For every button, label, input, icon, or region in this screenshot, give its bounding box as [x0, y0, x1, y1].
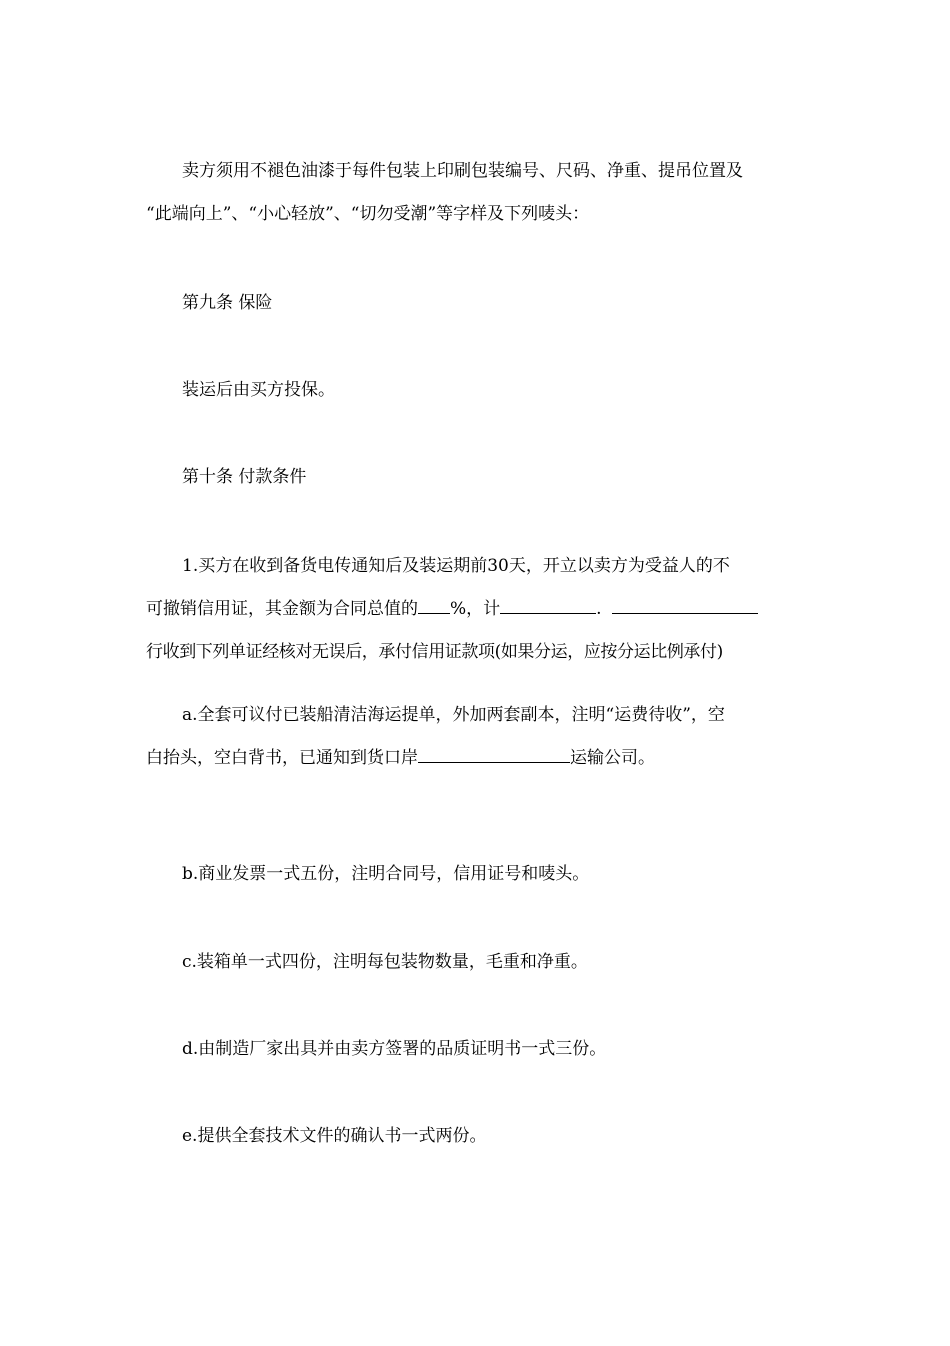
bank-blank — [612, 597, 758, 614]
payment-item-1 — [146, 545, 806, 674]
item-a-line-2-text-a: 白抬头，空白背书，已通知到货口岸 — [146, 748, 418, 768]
item-a-line-1: a.全套可议付已装船清洁海运提单，外加两套副本，注明“运费待收”，空 — [182, 705, 725, 725]
item-1-line-2-text-c: . — [596, 599, 602, 619]
packing-marks-line-2: “此端向上”、“小心轻放”、“切勿受潮”等字样及下列唛头： — [146, 204, 590, 224]
amount-blank — [500, 597, 596, 614]
port-blank — [418, 746, 570, 763]
item-a-line-2 — [146, 737, 806, 780]
item-1-line-2-text-a: 可撤销信用证，其金额为合同总值的 — [146, 599, 418, 619]
item-1-line-1: 1.买方在收到备货电传通知后及装运期前30天，开立以卖方为受益人的不 — [182, 556, 730, 576]
article-10-title: 第十条 付款条件 — [182, 467, 307, 487]
item-a-line-2-text-b: 运输公司。 — [570, 748, 655, 768]
percent-blank — [418, 597, 450, 614]
payment-item-a — [146, 694, 806, 780]
payment-item-d: d.由制造厂家出具并由卖方签署的品质证明书一式三份。 — [182, 1039, 607, 1059]
article-9-title: 第九条 保险 — [182, 293, 273, 313]
paragraph-packing-marks — [146, 150, 806, 236]
item-1-line-2-text-b: %，计 — [450, 599, 501, 619]
article-9-text: 装运后由买方投保。 — [182, 380, 335, 400]
item-1-line-3: 行收到下列单证经核对无误后，承付信用证款项(如果分运，应按分运比例承付) — [146, 642, 723, 662]
payment-item-b: b.商业发票一式五份，注明合同号，信用证号和唛头。 — [182, 864, 590, 884]
payment-item-e: e.提供全套技术文件的确认书一式两份。 — [182, 1126, 487, 1146]
payment-item-c: c.装箱单一式四份，注明每包装物数量，毛重和净重。 — [182, 952, 588, 972]
item-1-line-2 — [146, 588, 806, 631]
packing-marks-line-1: 卖方须用不褪色油漆于每件包装上印刷包装编号、尺码、净重、提吊位置及 — [182, 161, 743, 181]
